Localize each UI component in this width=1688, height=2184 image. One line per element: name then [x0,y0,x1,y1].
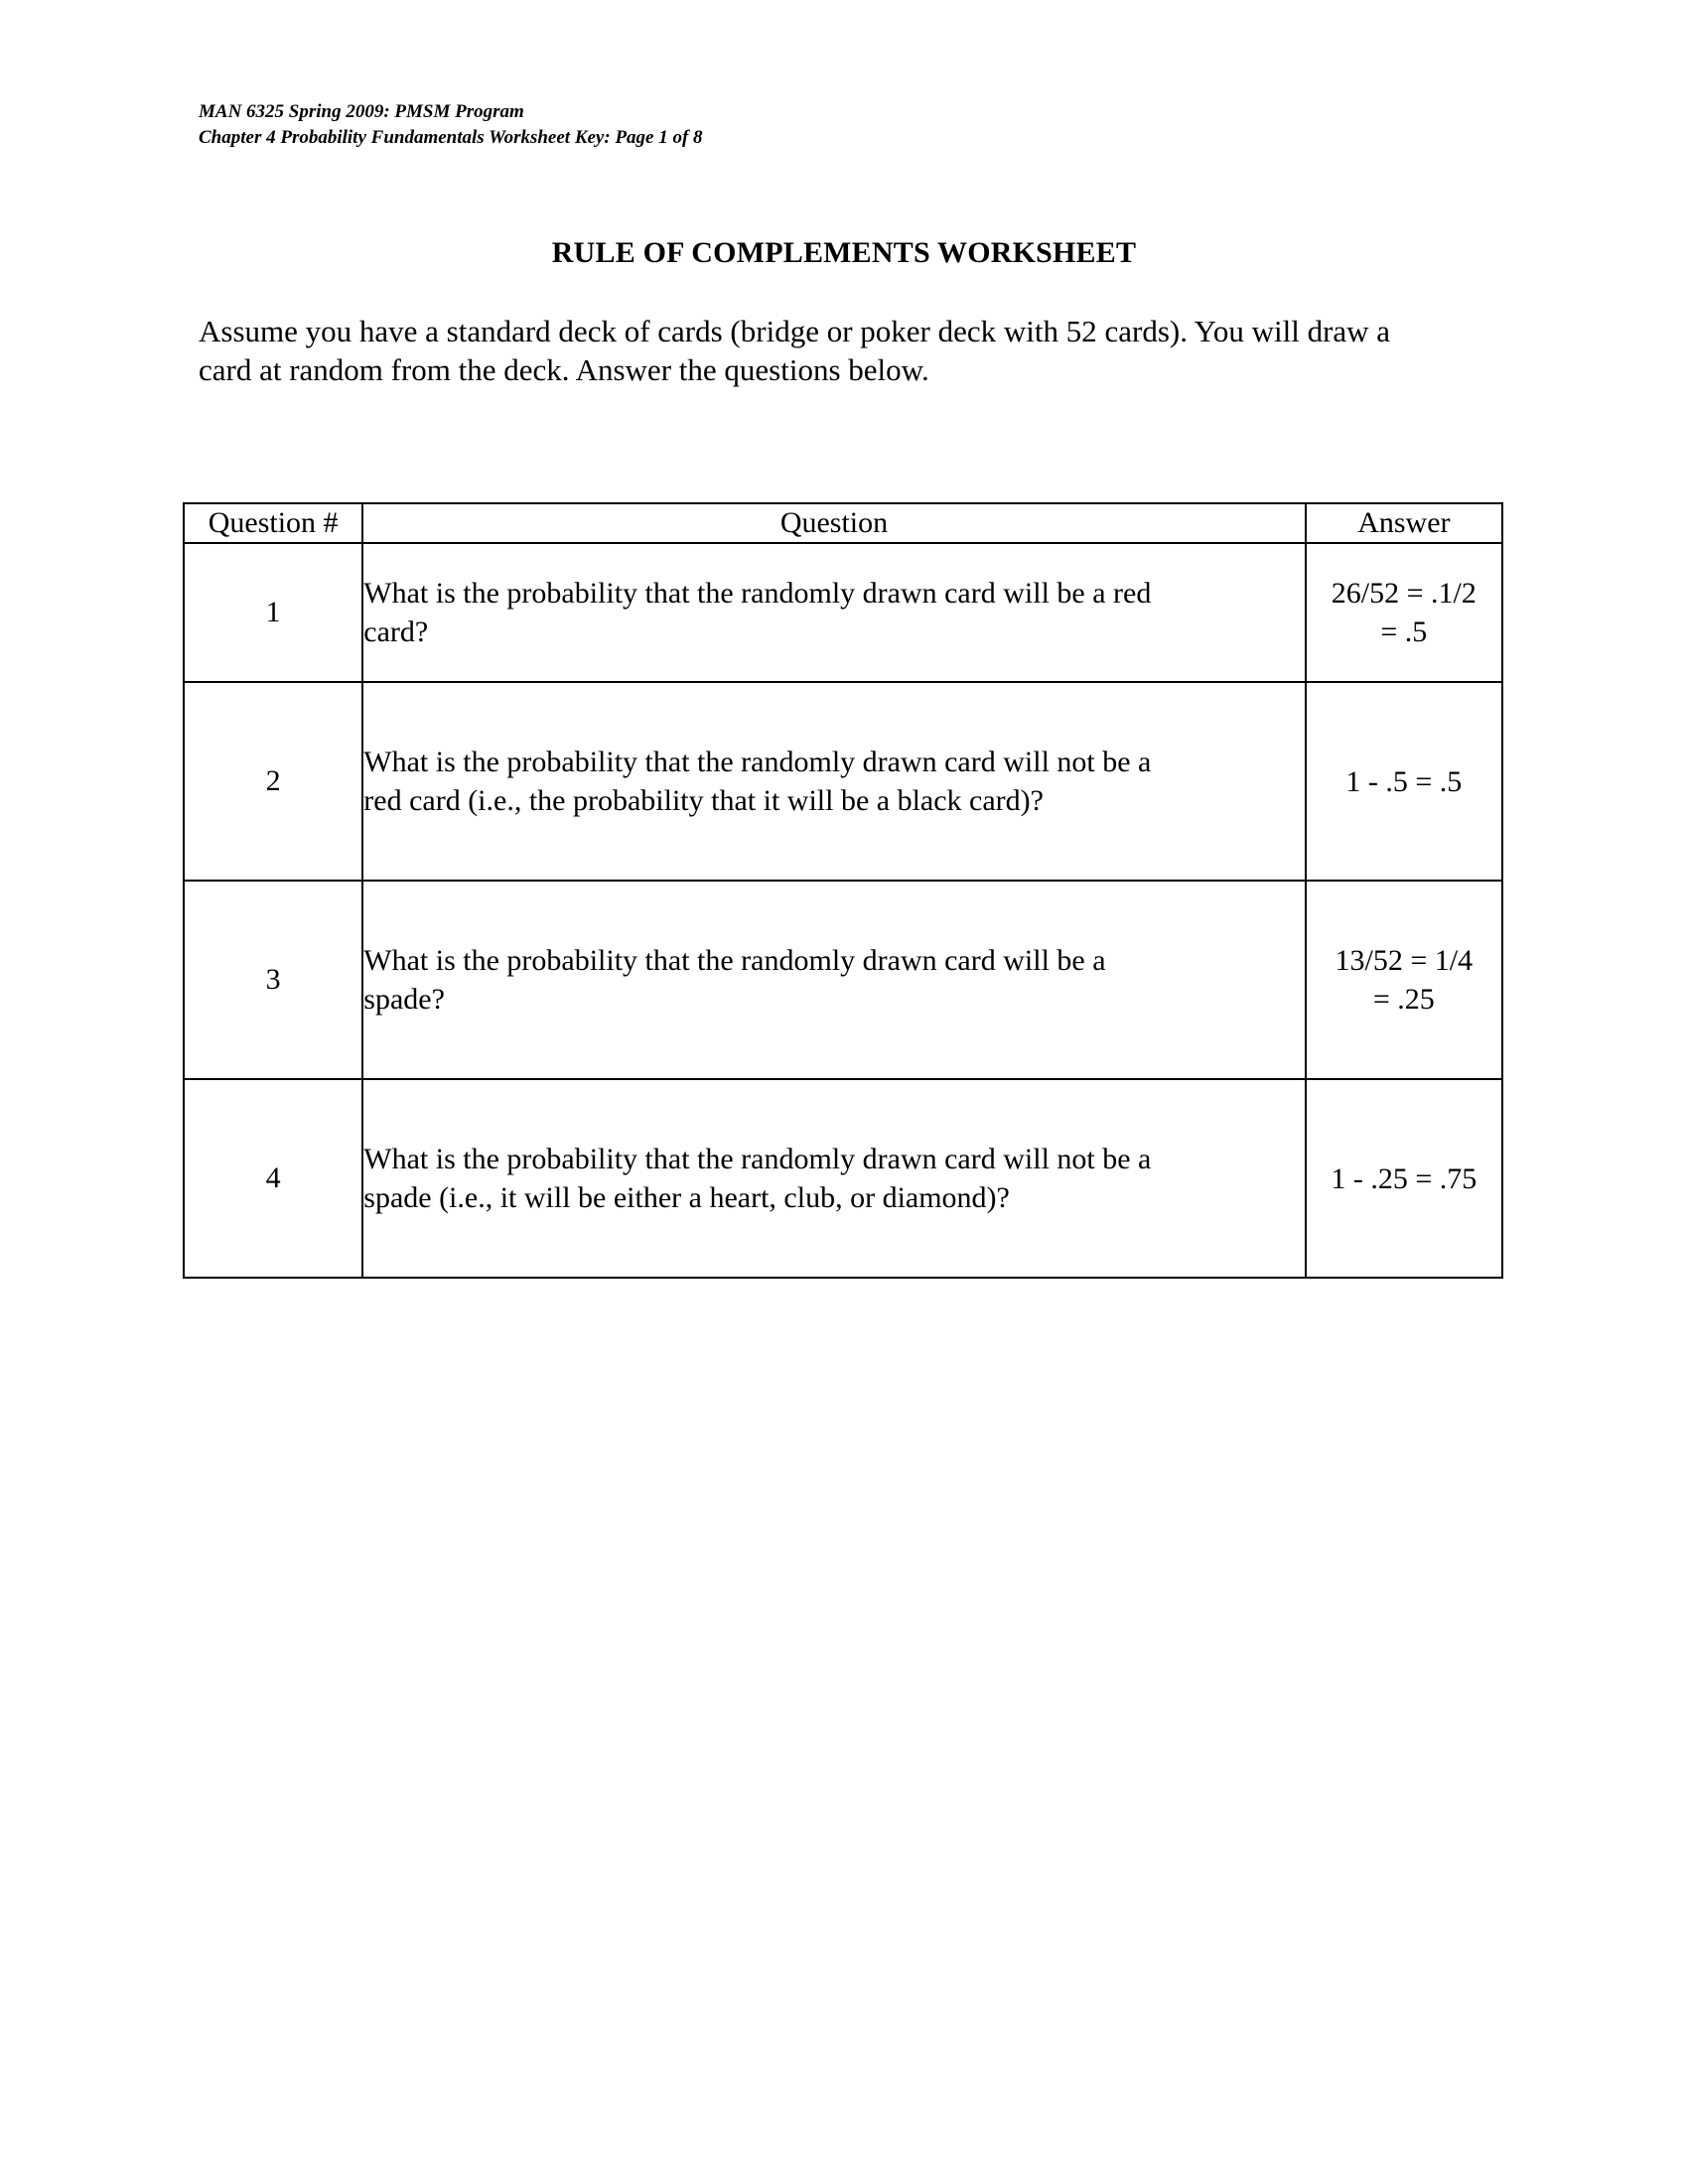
table-row [184,543,1502,682]
table-row [184,682,1502,881]
page-title: RULE OF COMPLEMENTS WORKSHEET [551,236,1137,269]
question-cell [362,1079,1305,1278]
question-text-line: red card (i.e., the probability that it will be a black card)? [363,784,1044,817]
page-header [199,99,703,151]
question-text-line: card? [363,615,429,648]
answer-text-line: 26/52 = .1/2 [1331,577,1477,610]
question-number-cell: 1 [184,543,362,682]
question-text-line: What is the probability that the randomly drawn card will not be a [363,746,1152,778]
answer-text-line: 1 - .5 = .5 [1345,764,1463,798]
column-header-question: Question [362,503,1305,543]
column-header-answer: Answer [1306,503,1502,543]
question-text-line: spade? [363,983,445,1016]
answer-text-line: = .5 [1380,615,1428,648]
question-text-line: What is the probability that the randomly drawn card will be a [363,944,1106,977]
question-cell [362,682,1305,881]
answer-text-line: 13/52 = 1/4 [1335,944,1474,977]
question-text-line: What is the probability that the randomly drawn card will not be a [363,1143,1152,1175]
question-text-line: What is the probability that the randomly drawn card will be a red [363,577,1152,610]
answer-cell [1306,543,1502,682]
question-text-line: spade (i.e., it will be either a heart, club, or diamond)? [363,1181,1010,1214]
question-cell [362,543,1305,682]
answer-cell [1306,881,1502,1079]
column-header-question-number: Question # [184,503,362,543]
intro-line: Assume you have a standard deck of cards (bridge or poker deck with 52 cards). You will draw a [199,314,1391,348]
header-course-line: MAN 6325 Spring 2009: PMSM Program [199,101,524,122]
table-row [184,1079,1502,1278]
question-number-cell: 2 [184,682,362,881]
worksheet-table [183,502,1503,1279]
intro-line: card at random from the deck. Answer the questions below. [199,352,929,387]
answer-cell [1306,682,1502,881]
table-row [184,881,1502,1079]
question-cell [362,881,1305,1079]
answer-cell [1306,1079,1502,1278]
answer-text-line: = .25 [1372,983,1435,1016]
question-number-cell: 3 [184,881,362,1079]
header-chapter-line: Chapter 4 Probability Fundamentals Worksheet Key: Page 1 of 8 [199,127,703,148]
answer-text-line: 1 - .25 = .75 [1331,1161,1477,1195]
table-header-row [184,503,1502,543]
intro-paragraph [199,312,1499,389]
question-number-cell: 4 [184,1079,362,1278]
